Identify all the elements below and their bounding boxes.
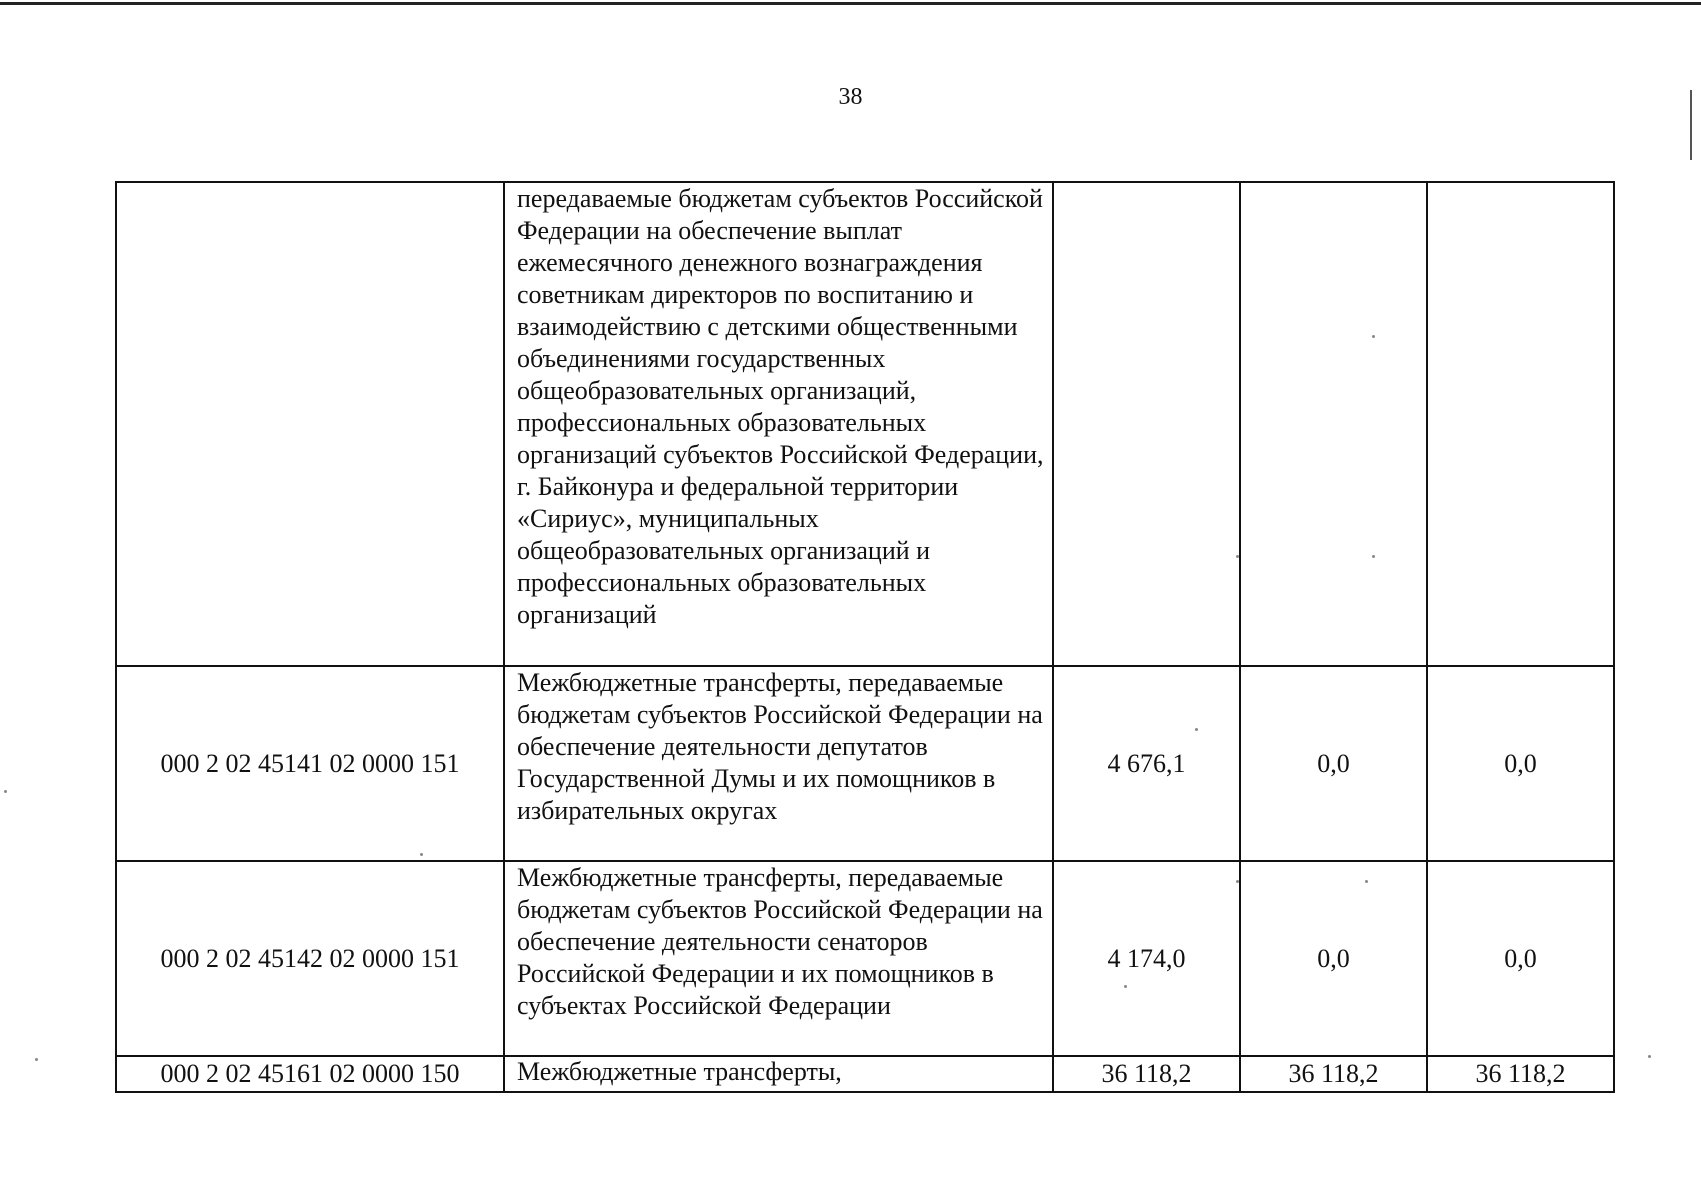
budget-code-cell bbox=[116, 182, 504, 666]
amount-cell-3 bbox=[1427, 182, 1614, 666]
scan-speck bbox=[1236, 880, 1239, 883]
amount-cell-2: 0,0 bbox=[1240, 666, 1427, 861]
scan-speck bbox=[35, 1058, 38, 1061]
budget-code-cell: 000 2 02 45142 02 0000 151 bbox=[116, 861, 504, 1056]
page-top-rule bbox=[0, 2, 1701, 5]
table-row bbox=[116, 666, 1614, 861]
scan-speck bbox=[1372, 555, 1375, 558]
scan-speck bbox=[1648, 1055, 1651, 1058]
amount-cell-2 bbox=[1240, 182, 1427, 666]
amount-cell-2: 0,0 bbox=[1240, 861, 1427, 1056]
description-cell: Межбюджетные трансферты, передаваемые бюджетам субъектов Российской Федерации на обеспечение деятельности депутатов Государственной Думы и их помощников в избирательных округах bbox=[504, 666, 1053, 861]
scan-speck bbox=[420, 853, 423, 856]
budget-code-cell: 000 2 02 45161 02 0000 150 bbox=[116, 1056, 504, 1092]
amount-cell-1 bbox=[1053, 182, 1240, 666]
amount-cell-3: 0,0 bbox=[1427, 666, 1614, 861]
budget-table bbox=[115, 181, 1615, 1093]
table-row bbox=[116, 861, 1614, 1056]
page-number: 38 bbox=[838, 84, 863, 110]
scan-speck bbox=[1236, 555, 1239, 558]
amount-cell-1: 4 174,0 bbox=[1053, 861, 1240, 1056]
scan-speck bbox=[1365, 880, 1368, 883]
table-row bbox=[116, 182, 1614, 666]
amount-cell-3: 0,0 bbox=[1427, 861, 1614, 1056]
amount-cell-1: 4 676,1 bbox=[1053, 666, 1240, 861]
scan-speck bbox=[1124, 985, 1127, 988]
scan-speck bbox=[4, 790, 7, 793]
amount-cell-2: 36 118,2 bbox=[1240, 1056, 1427, 1092]
amount-cell-3: 36 118,2 bbox=[1427, 1056, 1614, 1092]
description-cell: Межбюджетные трансферты, передаваемые бюджетам субъектов Российской Федерации на обеспечение деятельности сенаторов Российской Федерации и их помощников в субъектах Российской Федерации bbox=[504, 861, 1053, 1056]
description-cell: Межбюджетные трансферты, bbox=[504, 1056, 1053, 1092]
scan-speck bbox=[1372, 335, 1375, 338]
table-row bbox=[116, 1056, 1614, 1092]
budget-code-cell: 000 2 02 45141 02 0000 151 bbox=[116, 666, 504, 861]
description-cell: передаваемые бюджетам субъектов Российской Федерации на обеспечение выплат ежемесячного денежного вознаграждения советникам директоров по воспитанию и взаимодействию с детскими общественными объединениями государственных общеобразовательных организаций, профессиональных образовательных организаций субъектов Российской Федерации, г. Байконура и федеральной территории «Сириус», муниципальных общеобразовательных организаций и профессиональных образовательных организаций bbox=[504, 182, 1053, 666]
amount-cell-1: 36 118,2 bbox=[1053, 1056, 1240, 1092]
scan-speck bbox=[1195, 728, 1198, 731]
